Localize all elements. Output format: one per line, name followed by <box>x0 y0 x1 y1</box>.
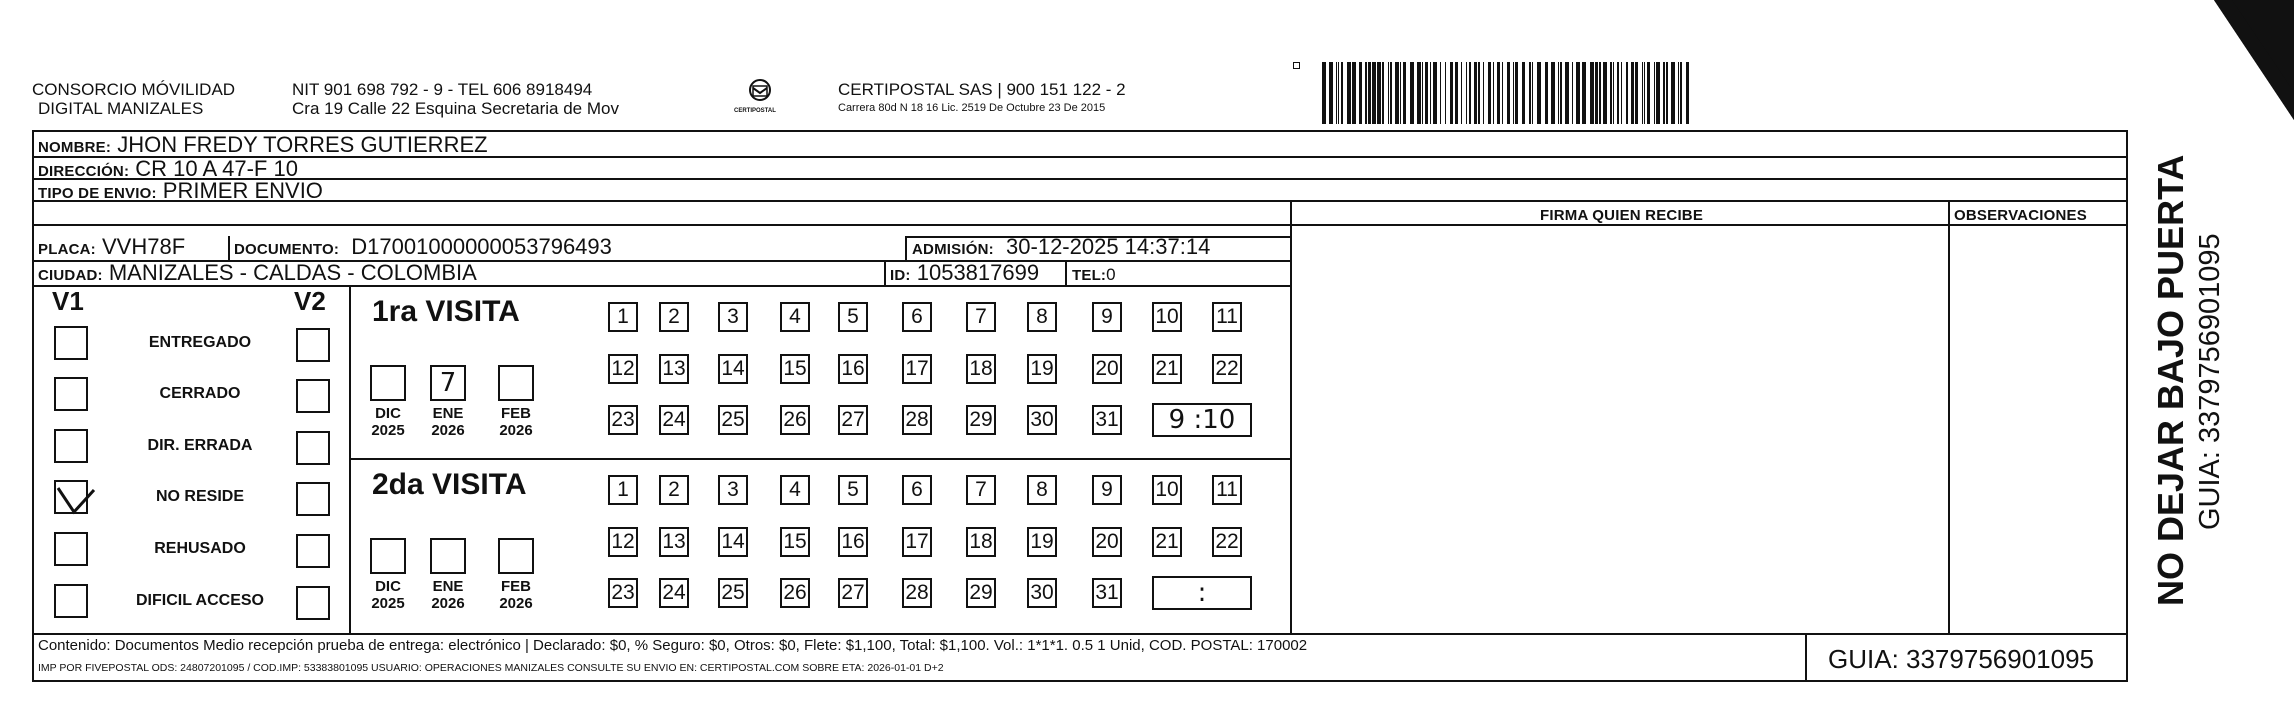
day-box[interactable]: 2 <box>659 302 689 332</box>
registration-mark <box>1293 62 1300 69</box>
day-box[interactable]: 19 <box>1027 354 1057 384</box>
ciudad-label: CIUDAD: <box>38 267 103 284</box>
ciudad-value: MANIZALES - CALDAS - COLOMBIA <box>108 260 477 285</box>
day-box[interactable]: 15 <box>780 354 810 384</box>
day-box[interactable]: 27 <box>838 578 868 608</box>
day-box[interactable]: 25 <box>718 578 748 608</box>
day-box[interactable]: 19 <box>1027 527 1057 557</box>
day-box[interactable]: 17 <box>902 527 932 557</box>
day-box[interactable]: 11 <box>1212 475 1242 505</box>
placa-row <box>38 234 185 263</box>
day-box[interactable]: 13 <box>659 354 689 384</box>
documento-value: D17001000000053796493 <box>351 234 612 259</box>
day-box[interactable]: 7 <box>966 475 996 505</box>
v2-checkbox[interactable] <box>296 482 330 516</box>
day-box[interactable]: 16 <box>838 354 868 384</box>
day-box[interactable]: 12 <box>608 527 638 557</box>
side-guia: GUIA: 3379756901095 <box>2194 233 2226 530</box>
day-box[interactable]: 1 <box>608 302 638 332</box>
firma-label-wrap <box>1540 200 1703 229</box>
placa-value: VVH78F <box>102 234 186 259</box>
day-box[interactable]: 26 <box>780 405 810 435</box>
day-box[interactable]: 8 <box>1027 475 1057 505</box>
carrier-line2: Carrera 80d N 18 16 Lic. 2519 De Octubre 23 De 2015 <box>838 102 1106 114</box>
day-box[interactable]: 16 <box>838 527 868 557</box>
firma-label: FIRMA QUIEN RECIBE <box>1540 207 1704 224</box>
year-label: 2026 <box>431 422 465 439</box>
sender-name-line2: DIGITAL MANIZALES <box>38 99 204 118</box>
status-label: CERRADO <box>159 385 241 402</box>
month-checkbox[interactable] <box>370 538 406 574</box>
envelope-seal-icon <box>736 74 784 124</box>
day-box[interactable]: 22 <box>1212 527 1242 557</box>
status-label: DIFICIL ACCESO <box>135 592 264 609</box>
day-box[interactable]: 1 <box>608 475 638 505</box>
visit-title: 2da VISITA <box>372 468 527 501</box>
tel-label: TEL: <box>1072 267 1107 284</box>
carrier-line1: CERTIPOSTAL SAS | 900 151 122 - 2 <box>838 80 1126 99</box>
day-box[interactable]: 29 <box>966 578 996 608</box>
id-label: ID: <box>890 267 911 284</box>
day-box[interactable]: 14 <box>718 354 748 384</box>
day-box[interactable]: 22 <box>1212 354 1242 384</box>
observaciones-label-wrap <box>1954 200 2087 229</box>
day-box[interactable]: 31 <box>1092 405 1122 435</box>
id-row <box>890 260 1039 289</box>
day-box[interactable]: 21 <box>1152 527 1182 557</box>
barcode <box>1322 62 1970 124</box>
day-box[interactable]: 10 <box>1152 302 1182 332</box>
day-box[interactable]: 13 <box>659 527 689 557</box>
admision-value: 30-12-2025 14:37:14 <box>1006 234 1211 259</box>
day-box[interactable]: 30 <box>1027 578 1057 608</box>
day-box[interactable]: 31 <box>1092 578 1122 608</box>
v1-checkbox[interactable] <box>54 326 88 360</box>
tel-row <box>1072 260 1116 289</box>
v1-checkbox[interactable] <box>54 532 88 566</box>
documento-row <box>234 234 612 263</box>
month-checkbox[interactable] <box>498 365 534 401</box>
day-box[interactable]: 24 <box>659 405 689 435</box>
admision-label: ADMISIÓN: <box>912 241 994 258</box>
month-label: DIC <box>375 405 401 422</box>
footer-print-line: IMP POR FIVEPOSTAL ODS: 24807201095 / COD.IMP: 53383801095 USUARIO: OPERACIONES MANIZALES CONSULTE SU ENVIO EN: CERTIPOSTAL.COM SOBRE ETA: 2026-01-01 D+2 <box>38 662 944 674</box>
year-label: 2026 <box>499 595 533 612</box>
direccion-value: CR 10 A 47-F 10 <box>135 156 298 181</box>
year-label: 2025 <box>371 422 405 439</box>
day-box[interactable]: 9 <box>1092 302 1122 332</box>
footer-guia: GUIA: 3379756901095 <box>1828 644 2094 674</box>
day-box[interactable]: 4 <box>780 475 810 505</box>
v2-checkbox[interactable] <box>296 328 330 362</box>
day-box[interactable]: 2 <box>659 475 689 505</box>
month-label: DIC <box>375 578 401 595</box>
year-label: 2026 <box>499 422 533 439</box>
month-checkbox[interactable] <box>370 365 406 401</box>
month-caption <box>492 578 540 612</box>
day-box[interactable]: 20 <box>1092 527 1122 557</box>
tipo-envio-row <box>38 178 323 207</box>
day-box[interactable]: 24 <box>659 578 689 608</box>
v1-checkbox[interactable] <box>54 480 88 514</box>
admision-row <box>912 234 1210 263</box>
corner-mark <box>2214 0 2294 120</box>
placa-label: PLACA: <box>38 241 96 258</box>
day-box[interactable]: 25 <box>718 405 748 435</box>
day-box[interactable]: 11 <box>1212 302 1242 332</box>
nombre-label: NOMBRE: <box>38 139 112 156</box>
day-box[interactable]: 30 <box>1027 405 1057 435</box>
v1-checkbox[interactable] <box>54 584 88 618</box>
observaciones-label: OBSERVACIONES <box>1954 207 2087 224</box>
tipo-envio-value: PRIMER ENVIO <box>162 178 323 203</box>
day-box[interactable]: 21 <box>1152 354 1182 384</box>
day-box[interactable]: 27 <box>838 405 868 435</box>
v1-checkbox[interactable] <box>54 377 88 411</box>
day-box[interactable]: 15 <box>780 527 810 557</box>
certipostal-logo <box>736 74 784 124</box>
logo-text: CERTIPOSTAL <box>734 108 776 114</box>
day-box[interactable]: 5 <box>838 475 868 505</box>
day-box[interactable]: 7 <box>966 302 996 332</box>
day-box[interactable]: 9 <box>1092 475 1122 505</box>
day-box[interactable]: 12 <box>608 354 638 384</box>
day-box[interactable]: 6 <box>902 302 932 332</box>
year-label: 2025 <box>371 595 405 612</box>
day-box[interactable]: 5 <box>838 302 868 332</box>
month-caption <box>492 405 540 439</box>
month-checkbox[interactable] <box>430 538 466 574</box>
check-mark-icon <box>54 478 98 518</box>
v2-checkbox[interactable] <box>296 534 330 568</box>
status-label: DIR. ERRADA <box>147 437 253 454</box>
month-caption <box>364 405 412 439</box>
day-box[interactable]: 4 <box>780 302 810 332</box>
time-box[interactable]: : <box>1152 576 1252 610</box>
day-box[interactable]: 23 <box>608 578 638 608</box>
v2-checkbox[interactable] <box>296 431 330 465</box>
v1-checkbox[interactable] <box>54 429 88 463</box>
month-label: FEB <box>501 405 531 422</box>
day-box[interactable]: 20 <box>1092 354 1122 384</box>
day-box[interactable]: 3 <box>718 302 748 332</box>
day-box[interactable]: 26 <box>780 578 810 608</box>
status-label: NO RESIDE <box>155 488 244 505</box>
day-box[interactable]: 23 <box>608 405 638 435</box>
year-label: 2026 <box>431 595 465 612</box>
ciudad-row <box>38 260 477 289</box>
month-label: FEB <box>501 578 531 595</box>
month-checkbox[interactable] <box>498 538 534 574</box>
day-box[interactable]: 6 <box>902 475 932 505</box>
tel-value: 0 <box>1106 265 1116 284</box>
tipo-envio-label: TIPO DE ENVIO: <box>38 185 157 202</box>
day-box[interactable]: 14 <box>718 527 748 557</box>
v2-checkbox[interactable] <box>296 586 330 620</box>
time-box[interactable]: 9 :10 <box>1152 403 1252 437</box>
sender-name-line1: CONSORCIO MÓVILIDAD <box>32 80 236 99</box>
nombre-value: JHON FREDY TORRES GUTIERREZ <box>117 132 488 157</box>
direccion-label: DIRECCIÓN: <box>38 163 130 180</box>
form-frame <box>32 130 2128 682</box>
documento-label: DOCUMENTO: <box>234 241 340 258</box>
month-caption <box>424 578 472 612</box>
day-box[interactable]: 17 <box>902 354 932 384</box>
id-value: 1053817699 <box>916 260 1040 285</box>
month-caption <box>364 578 412 612</box>
sender-nit: NIT 901 698 792 - 9 - TEL 606 8918494 <box>292 80 593 99</box>
month-label: ENE <box>432 405 464 422</box>
month-caption <box>424 405 472 439</box>
v1-label: V1 <box>52 286 84 316</box>
v2-checkbox[interactable] <box>296 379 330 413</box>
day-box[interactable]: 18 <box>966 354 996 384</box>
sender-address: Cra 19 Calle 22 Esquina Secretaria de Mov <box>292 99 619 118</box>
day-box[interactable]: 10 <box>1152 475 1182 505</box>
day-box[interactable]: 18 <box>966 527 996 557</box>
month-checkbox[interactable]: 7 <box>430 365 466 401</box>
no-dejar-warning: NO DEJAR BAJO PUERTA <box>2150 154 2191 606</box>
status-label: REHUSADO <box>154 540 246 557</box>
footer-content-line: Contenido: Documentos Medio recepción prueba de entrega: electrónico | Declarado: $0, % Seguro: $0, Otros: $0, Flete: $1,100, Total: $1,100. Vol.: 1*1*1. 0.5 1 Unid, COD. POSTAL: 170002 <box>38 637 1308 654</box>
day-box[interactable]: 29 <box>966 405 996 435</box>
month-label: ENE <box>432 578 464 595</box>
v2-label: V2 <box>294 286 326 316</box>
day-box[interactable]: 8 <box>1027 302 1057 332</box>
day-box[interactable]: 3 <box>718 475 748 505</box>
day-box[interactable]: 28 <box>902 405 932 435</box>
visit-title: 1ra VISITA <box>372 295 520 328</box>
day-box[interactable]: 28 <box>902 578 932 608</box>
status-label: ENTREGADO <box>148 334 252 351</box>
